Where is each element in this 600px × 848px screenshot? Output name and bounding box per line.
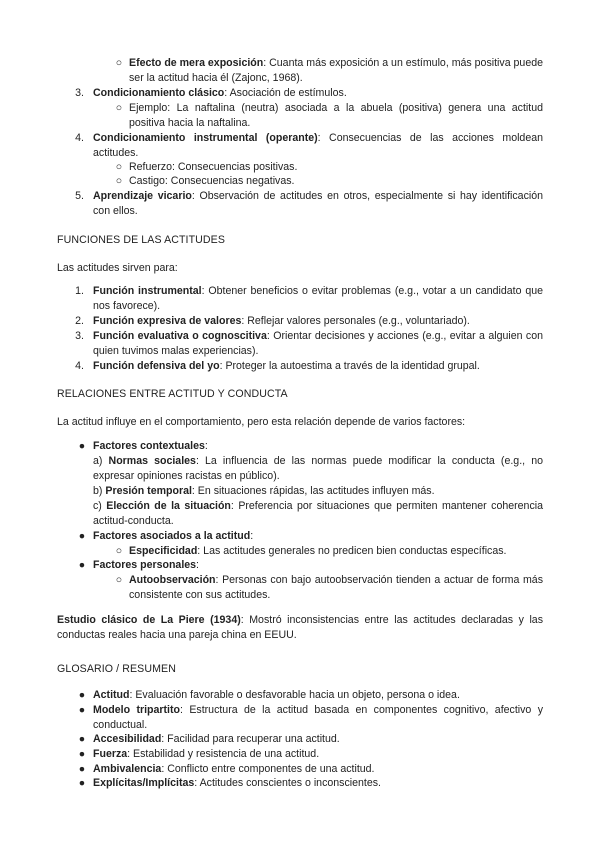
term: Factores asociados a la actitud	[93, 530, 251, 542]
term: Factores contextuales	[93, 440, 205, 452]
term: Función evaluativa o cognoscitiva	[93, 330, 267, 342]
list-number: 4.	[75, 360, 84, 372]
list-item	[93, 359, 543, 374]
term: Factores personales	[93, 559, 197, 571]
bullet-marker: ●	[78, 777, 86, 789]
term: Modelo tripartito	[93, 704, 181, 716]
term: Ambivalencia	[93, 763, 162, 775]
section-heading-funciones: FUNCIONES DE LAS ACTITUDES	[57, 234, 226, 246]
term: Presión temporal	[105, 485, 192, 497]
list-marker: ○	[115, 57, 123, 69]
term: Condicionamiento instrumental (operante)	[93, 132, 318, 144]
list-number: 1.	[75, 285, 84, 297]
definition: : Reflejar valores personales (e.g., voluntariado).	[241, 315, 470, 327]
list-item	[129, 56, 543, 86]
bullet-marker: ●	[78, 559, 86, 571]
list-number: 2.	[75, 315, 84, 327]
list-item	[129, 160, 543, 175]
definition: : Consecuencias de las acciones moldean actitudes.	[93, 132, 544, 159]
list-item	[93, 558, 543, 573]
list-item	[93, 314, 543, 329]
section-intro: Las actitudes sirven para:	[57, 262, 178, 274]
definition: : Estructura de la actitud basada en componentes cognitivo, afectivo y conductual.	[93, 704, 543, 731]
bullet-marker: ●	[78, 748, 86, 760]
definition: : Las actitudes generales no predicen bien conductas específicas.	[197, 545, 507, 557]
bullet-marker: ●	[78, 689, 86, 701]
term: Fuerza	[93, 748, 128, 760]
punct: :	[196, 559, 199, 571]
definition: : Mostró inconsistencias entre las actitudes declaradas y las conductas reales hacia una pareja china en EEUU.	[57, 614, 543, 641]
list-item	[129, 573, 543, 603]
list-number: 5.	[75, 190, 84, 202]
term: Elección de la situación	[106, 500, 231, 512]
list-marker: ○	[115, 175, 123, 187]
list-item	[93, 747, 543, 762]
punct: :	[250, 530, 254, 542]
list-number: 4.	[75, 132, 84, 144]
section-intro: La actitud influye en el comportamiento, pero esta relación depende de varios factores:	[57, 416, 466, 428]
term: Función defensiva del yo	[93, 360, 220, 372]
estudio-paragraph	[57, 613, 543, 643]
list-marker: ○	[115, 545, 123, 557]
definition: : Facilidad para recuperar una actitud.	[161, 733, 340, 745]
sub-letter: b)	[93, 485, 106, 497]
list-item	[93, 189, 543, 219]
bullet-marker: ●	[78, 733, 86, 745]
list-item	[129, 174, 543, 189]
term: Explícitas/Implícitas	[93, 777, 195, 789]
definition: : Proteger la autoestima a través de la identidad grupal.	[219, 360, 480, 372]
list-marker: ○	[115, 161, 123, 173]
list-marker: ○	[115, 574, 123, 586]
list-item	[93, 284, 543, 314]
section-heading-glosario: GLOSARIO / RESUMEN	[57, 663, 176, 675]
list-marker: ○	[115, 102, 123, 114]
definition: : Estabilidad y resistencia de una actitud.	[127, 748, 320, 760]
list-number: 3.	[75, 330, 84, 342]
definition: : Personas con bajo autoobservación tienden a actuar de forma más consistente con sus actitudes.	[129, 574, 543, 601]
sub-item-a	[93, 454, 543, 484]
term: Condicionamiento clásico	[93, 87, 225, 99]
bullet-marker: ●	[78, 440, 86, 452]
list-item	[93, 329, 543, 359]
list-item	[129, 544, 543, 559]
list-item	[129, 101, 543, 131]
definition: : Obtener beneficios o evitar problemas (e.g., votar a un candidato que nos favorece).	[93, 285, 543, 312]
definition: Refuerzo: Consecuencias positivas.	[129, 161, 298, 173]
definition: : Conflicto entre componentes de una actitud.	[161, 763, 375, 775]
list-item	[93, 439, 543, 454]
list-item	[93, 776, 543, 791]
term: Aprendizaje vicario	[93, 190, 192, 202]
definition: : Observación de actitudes en otros, especialmente si hay identificación con ellos.	[93, 190, 543, 217]
list-number: 3.	[75, 87, 84, 99]
sub-item-b	[93, 484, 543, 499]
term: Autoobservación	[129, 574, 216, 586]
term: Efecto de mera exposición	[129, 57, 264, 69]
definition: Ejemplo: La naftalina (neutra) asociada a la abuela (positiva) genera una actitud positiva hacia la naftalina.	[129, 102, 543, 129]
sub-letter: a)	[93, 455, 109, 467]
section-heading-relaciones: RELACIONES ENTRE ACTITUD Y CONDUCTA	[57, 388, 288, 400]
list-item	[93, 688, 543, 703]
sub-letter: c)	[93, 500, 107, 512]
definition: : Asociación de estímulos.	[224, 87, 347, 99]
list-item	[93, 762, 543, 777]
list-item	[93, 529, 543, 544]
list-item	[93, 703, 543, 733]
sub-item-c	[93, 499, 543, 529]
definition: : En situaciones rápidas, las actitudes influyen más.	[191, 485, 435, 497]
term: Accesibilidad	[93, 733, 162, 745]
bullet-marker: ●	[78, 704, 86, 716]
definition: : Preferencia por situaciones que permiten mantener coherencia actitud-conducta.	[93, 500, 543, 527]
term: Función expresiva de valores	[93, 315, 242, 327]
definition: : Cuanta más exposición a un estímulo, más positiva puede ser la actitud hacia él (Zajonc, 1968).	[129, 57, 543, 84]
bullet-marker: ●	[78, 763, 86, 775]
list-item	[93, 131, 543, 161]
definition: : La influencia de las normas puede modificar la conducta (e.g., no expresar opiniones racistas en público).	[93, 455, 543, 482]
definition: : Evaluación favorable o desfavorable hacia un objeto, persona o idea.	[129, 689, 460, 701]
list-item	[93, 732, 543, 747]
term: Actitud	[93, 689, 130, 701]
bullet-marker: ●	[78, 530, 86, 542]
punct: :	[204, 440, 208, 452]
term: Normas sociales	[108, 455, 196, 467]
term: Especificidad	[129, 545, 198, 557]
list-item	[93, 86, 543, 101]
definition: Castigo: Consecuencias negativas.	[129, 175, 295, 187]
definition: : Actitudes conscientes o inconscientes.	[194, 777, 381, 789]
term: Función instrumental	[93, 285, 202, 297]
term: Estudio clásico de La Piere (1934)	[57, 614, 241, 626]
definition: : Orientar decisiones y acciones (e.g., evitar a alguien con quien tuvimos malas experiencias).	[93, 330, 543, 357]
